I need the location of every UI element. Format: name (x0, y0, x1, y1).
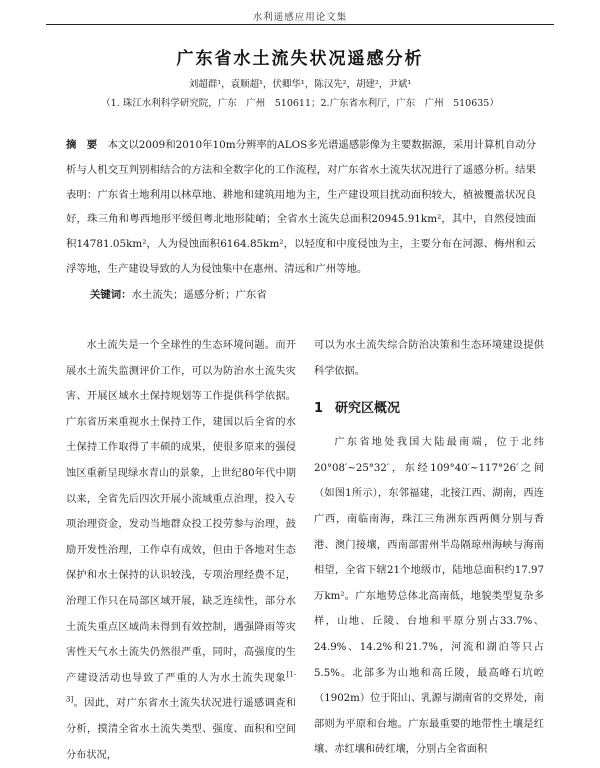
section-title: 研究区概况 (335, 401, 401, 417)
section-number: 1 (314, 401, 324, 417)
header-rule (46, 24, 554, 25)
running-head: 水利遥感应用论文集 (252, 12, 348, 23)
section-heading (314, 398, 544, 420)
study-area-paragraph: 广东省地处我国大陆最南端，位于北纬20°08′~25°32′，东经109°40′~117°26′之间（如图1所示），东邻福建，北接江西、湖南，西连广西，南临南海，珠江三角洲东西两侧分别与香港、澳门接壤，西南部雷州半岛隔琼州海峡与海南相望，全省下辖21个地级市，陆地总面积约17.97万km²。广东地势总体北高南低，地貌类型复杂多样，山地、丘陵、台地和平原分别占33.7%、24.9%、14.2%和21.7%，河流和湖泊等只占5.5%。北部多为山地和高丘陵，最高峰石坑崆（1902m）位于阳山、乳源与湖南省的交界处，南部则为平原和台地。广东最重要的地带性土壤是红壤、赤红壤和砖红壤，分别占全省面积 (314, 437, 544, 756)
keywords-text: 水土流失；遥感分析；广东省 (131, 289, 267, 301)
intro-paragraph-continued: 可以为水土流失综合防治决策和生态环境建设提供科学依据。 (314, 340, 544, 377)
intro-text-tail: 。因此，对广东省水土流失状况进行遥感调查和分析，摸清全省水土流失类型、强度、面积和空间分布状况， (66, 698, 296, 761)
keywords-label: 关键词： (90, 289, 132, 301)
body-column-left (66, 333, 296, 768)
intro-paragraph (66, 333, 296, 768)
keywords (90, 283, 530, 307)
abstract (66, 133, 536, 282)
citation: [1-3] (66, 670, 296, 704)
abstract-label: 摘 要 (66, 139, 98, 151)
author-list: 刘超群¹，袁顺超¹，伏卿华¹，陈汉先²，胡建²，尹斌¹ (188, 79, 412, 90)
abstract-text: 本文以2009和2010年10m分辨率的ALOS多光谱遥感影像为主要数据源，采用计算机自动分析与人机交互判别相结合的方法和全数字化的工作流程，对广东省水土流失状况进行了遥感分析。结果表明：广东省土地利用以林草地、耕地和建筑用地为主，生产建设项目扰动面积较大，植被覆盖状况良好，珠三角和粤西地形平缓但粤北地形陡峭；全省水土流失总面积20945.91km²，其中，自然侵蚀面积14781.05km²，人为侵蚀面积6164.85km²，以轻度和中度侵蚀为主，主要分布在河源、梅州和云浮等地，生产建设导致的人为侵蚀集中在惠州、清远和广州等地。 (66, 139, 537, 275)
affiliation: （1. 珠江水利科学研究院，广东 广州 510611；2.广东省水利厅，广东 广州 510635） (101, 98, 499, 109)
body-column-right (314, 333, 544, 763)
intro-text: 水土流失是一个全球性的生态环境问题。而开展水土流失监测评价工作，可以为防治水土流失灾害、开展区域水土保持规划等工作提供科学依据。广东省历来重视水土保持工作，建国以后全省的水土保持工作取得了丰硕的成果，使很多原来的强侵蚀区重新呈现绿水青山的景象，上世纪80年代中期以来，全省先后四次开展小流域重点治理，投入专项治理资金，发动当地群众投工投劳参与治理，鼓励开发性治理，工作卓有成效，但由于各地对生态保护和水土保持的认识较浅，专项治理经费不足，治理工作只在局部区域开展，缺乏连续性，部分水土流失重点区域尚未得到有效控制，遇强降雨等灾害性天气水土流失仍然很严重，同时，高强度的生产建设活动也导致了严重的人为水土流失现象 (66, 340, 296, 684)
paper-title: 广东省水土流失状况遥感分析 (176, 49, 424, 69)
